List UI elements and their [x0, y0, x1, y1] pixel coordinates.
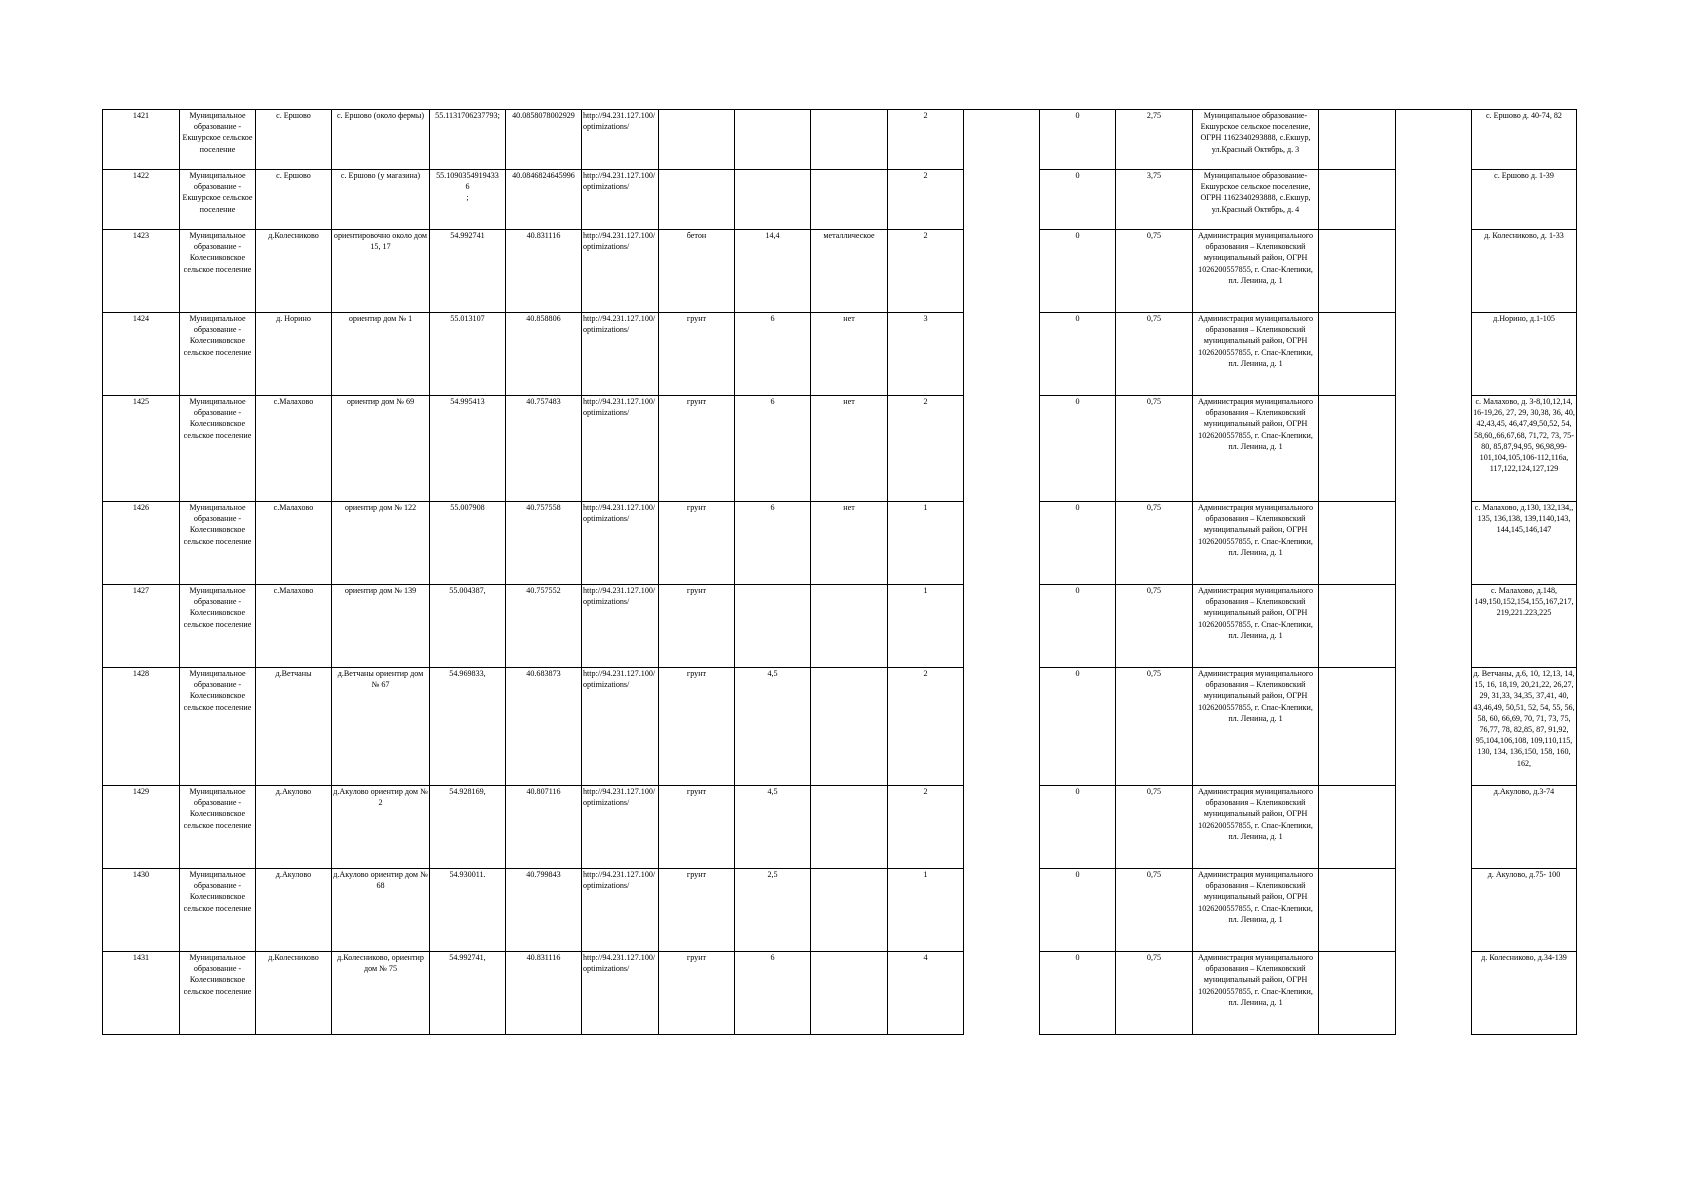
- holder-cell: Муниципальное образование-Екшурское сельское поселение, ОГРН 1162340293888, с.Екшур, ул.Красный Октябрь, д. 3: [1193, 110, 1319, 170]
- latitude-cell: 54.928169,: [430, 786, 506, 869]
- served-objects-cell: с. Малахово, д. 3-8,10,12,14, 16-19,26, 27, 29, 30,38, 36, 40, 42,43,45, 46,47,49,50,52, 54, 58,60,,66,67,68, 71,72, 73, 75-80, 85,87,94,95, 96,98,99-101,104,105,106-112,116а, 117,122,124,127,129: [1472, 396, 1577, 502]
- volume-cell: 0,75: [1116, 585, 1193, 668]
- containers-count-cell: 2: [888, 110, 964, 170]
- extra-cell: [1319, 110, 1396, 170]
- area-cell: 14,4: [735, 230, 811, 313]
- containers-planned-cell: 0: [1040, 230, 1116, 313]
- owner-type-cell: Муниципальное образование - Колесниковское сельское поселение: [180, 502, 256, 585]
- locality-cell: д. Норино: [256, 313, 332, 396]
- empty-cell: [964, 786, 1040, 869]
- longitude-cell: 40.0846824645996: [506, 170, 582, 230]
- map-link-cell: http://94.231.127.100/optimizations/: [582, 668, 659, 786]
- surface-cell: грунт: [659, 396, 735, 502]
- empty-cell: [964, 170, 1040, 230]
- row-number-cell: 1424: [103, 313, 180, 396]
- owner-type-cell: Муниципальное образование - Екшурское сельское поселение: [180, 170, 256, 230]
- containers-count-cell: 2: [888, 396, 964, 502]
- containers-planned-cell: 0: [1040, 502, 1116, 585]
- holder-cell: Администрация муниципального образования – Клепиковский муниципальный район, ОГРН 1026200557855, г. Спас-Клепики, пл. Ленина, д. 1: [1193, 585, 1319, 668]
- row-number-cell: 1431: [103, 952, 180, 1035]
- containers-planned-cell: 0: [1040, 786, 1116, 869]
- table-row: [103, 170, 1577, 230]
- row-number-cell: 1422: [103, 170, 180, 230]
- extra-cell: [1319, 313, 1396, 396]
- fence-cell: металлическое: [811, 230, 888, 313]
- table-row: [103, 396, 1577, 502]
- surface-cell: [659, 110, 735, 170]
- volume-cell: 0,75: [1116, 952, 1193, 1035]
- owner-type-cell: Муниципальное образование - Колесниковское сельское поселение: [180, 396, 256, 502]
- registry-table-body: [103, 110, 1577, 1035]
- latitude-cell: 55.1090354919433 6 ;: [430, 170, 506, 230]
- containers-count-cell: 3: [888, 313, 964, 396]
- fence-cell: [811, 170, 888, 230]
- served-objects-cell: д.Акулово, д.3-74: [1472, 786, 1577, 869]
- surface-cell: грунт: [659, 502, 735, 585]
- empty-cell: [1396, 110, 1472, 170]
- table-row: [103, 786, 1577, 869]
- extra-cell: [1319, 668, 1396, 786]
- holder-cell: Администрация муниципального образования – Клепиковский муниципальный район, ОГРН 1026200557855, г. Спас-Клепики, пл. Ленина, д. 1: [1193, 869, 1319, 952]
- fence-cell: [811, 110, 888, 170]
- map-link-cell: http://94.231.127.100/optimizations/: [582, 313, 659, 396]
- surface-cell: грунт: [659, 585, 735, 668]
- containers-count-cell: 2: [888, 786, 964, 869]
- locality-cell: с.Малахово: [256, 585, 332, 668]
- extra-cell: [1319, 230, 1396, 313]
- address-cell: ориентир дом № 69: [332, 396, 430, 502]
- fence-cell: [811, 869, 888, 952]
- empty-cell: [964, 585, 1040, 668]
- containers-count-cell: 2: [888, 668, 964, 786]
- empty-cell: [1396, 952, 1472, 1035]
- table-row: [103, 952, 1577, 1035]
- served-objects-cell: д. Колесниково, д.34-139: [1472, 952, 1577, 1035]
- containers-planned-cell: 0: [1040, 952, 1116, 1035]
- fence-cell: [811, 668, 888, 786]
- area-cell: [735, 110, 811, 170]
- empty-cell: [964, 230, 1040, 313]
- empty-cell: [1396, 502, 1472, 585]
- containers-count-cell: 1: [888, 502, 964, 585]
- longitude-cell: 40.0858078002929: [506, 110, 582, 170]
- volume-cell: 0,75: [1116, 313, 1193, 396]
- longitude-cell: 40.757552: [506, 585, 582, 668]
- volume-cell: 0,75: [1116, 869, 1193, 952]
- row-number-cell: 1426: [103, 502, 180, 585]
- map-link-cell: http://94.231.127.100/optimizations/: [582, 869, 659, 952]
- served-objects-cell: с. Ершово д. 40-74, 82: [1472, 110, 1577, 170]
- area-cell: 6: [735, 313, 811, 396]
- longitude-cell: 40.799843: [506, 869, 582, 952]
- surface-cell: грунт: [659, 952, 735, 1035]
- map-link-cell: http://94.231.127.100/optimizations/: [582, 396, 659, 502]
- locality-cell: д.Колесниково: [256, 952, 332, 1035]
- served-objects-cell: с. Малахово, д.148, 149,150,152,154,155,167,217, 219,221.223,225: [1472, 585, 1577, 668]
- owner-type-cell: Муниципальное образование - Колесниковское сельское поселение: [180, 313, 256, 396]
- table-row: [103, 110, 1577, 170]
- row-number-cell: 1421: [103, 110, 180, 170]
- locality-cell: с. Ершово: [256, 170, 332, 230]
- volume-cell: 0,75: [1116, 502, 1193, 585]
- holder-cell: Администрация муниципального образования – Клепиковский муниципальный район, ОГРН 1026200557855, г. Спас-Клепики, пл. Ленина, д. 1: [1193, 230, 1319, 313]
- table-row: [103, 230, 1577, 313]
- latitude-cell: 54.995413: [430, 396, 506, 502]
- containers-planned-cell: 0: [1040, 585, 1116, 668]
- latitude-cell: 55.004387,: [430, 585, 506, 668]
- fence-cell: нет: [811, 313, 888, 396]
- area-cell: 2,5: [735, 869, 811, 952]
- row-number-cell: 1425: [103, 396, 180, 502]
- map-link-cell: http://94.231.127.100/optimizations/: [582, 170, 659, 230]
- fence-cell: нет: [811, 396, 888, 502]
- volume-cell: 0,75: [1116, 396, 1193, 502]
- area-cell: 4,5: [735, 786, 811, 869]
- empty-cell: [964, 952, 1040, 1035]
- longitude-cell: 40.757483: [506, 396, 582, 502]
- row-number-cell: 1429: [103, 786, 180, 869]
- latitude-cell: 55.1131706237793;: [430, 110, 506, 170]
- surface-cell: [659, 170, 735, 230]
- area-cell: 4,5: [735, 668, 811, 786]
- containers-planned-cell: 0: [1040, 110, 1116, 170]
- served-objects-cell: д. Ветчаны, д.6, 10, 12,13, 14, 15, 16, 18,19, 20,21,22, 26,27, 29, 31,33, 34,35, 37,41, 40, 43,46,49, 50,51, 52, 54, 55, 56, 58, 60, 66,69, 70, 71, 73, 75, 76,77, 78, 82,85, 87, 91,92, 95,104,106,108, 109,110,115, 130, 134, 136,150, 158, 160, 162,: [1472, 668, 1577, 786]
- area-cell: 6: [735, 396, 811, 502]
- latitude-cell: 54.992741,: [430, 952, 506, 1035]
- locality-cell: д.Ветчаны: [256, 668, 332, 786]
- extra-cell: [1319, 502, 1396, 585]
- holder-cell: Администрация муниципального образования – Клепиковский муниципальный район, ОГРН 1026200557855, г. Спас-Клепики, пл. Ленина, д. 1: [1193, 668, 1319, 786]
- locality-cell: с.Малахово: [256, 502, 332, 585]
- latitude-cell: 54.969833,: [430, 668, 506, 786]
- table-row: [103, 869, 1577, 952]
- address-cell: д.Акулово ориентир дом № 68: [332, 869, 430, 952]
- containers-planned-cell: 0: [1040, 668, 1116, 786]
- volume-cell: 0,75: [1116, 230, 1193, 313]
- empty-cell: [1396, 668, 1472, 786]
- table-row: [103, 585, 1577, 668]
- volume-cell: 0,75: [1116, 786, 1193, 869]
- address-cell: с. Ершово (у магазина): [332, 170, 430, 230]
- served-objects-cell: д. Акулово, д.75- 100: [1472, 869, 1577, 952]
- served-objects-cell: с. Малахово, д.130, 132,134,, 135, 136,138, 139,1140,143, 144,145,146,147: [1472, 502, 1577, 585]
- empty-cell: [1396, 585, 1472, 668]
- extra-cell: [1319, 170, 1396, 230]
- area-cell: [735, 170, 811, 230]
- address-cell: ориентир дом № 139: [332, 585, 430, 668]
- map-link-cell: http://94.231.127.100/optimizations/: [582, 502, 659, 585]
- table-row: [103, 668, 1577, 786]
- owner-type-cell: Муниципальное образование - Колесниковское сельское поселение: [180, 668, 256, 786]
- holder-cell: Администрация муниципального образования – Клепиковский муниципальный район, ОГРН 1026200557855, г. Спас-Клепики, пл. Ленина, д. 1: [1193, 502, 1319, 585]
- longitude-cell: 40.683873: [506, 668, 582, 786]
- volume-cell: 0,75: [1116, 668, 1193, 786]
- latitude-cell: 54.992741: [430, 230, 506, 313]
- extra-cell: [1319, 786, 1396, 869]
- longitude-cell: 40.831116: [506, 230, 582, 313]
- holder-cell: Муниципальное образование-Екшурское сельское поселение, ОГРН 1162340293888, с.Екшур, ул.Красный Октябрь, д. 4: [1193, 170, 1319, 230]
- holder-cell: Администрация муниципального образования – Клепиковский муниципальный район, ОГРН 1026200557855, г. Спас-Клепики, пл. Ленина, д. 1: [1193, 396, 1319, 502]
- address-cell: д.Акулово ориентир дом № 2: [332, 786, 430, 869]
- row-number-cell: 1430: [103, 869, 180, 952]
- address-cell: ориентировочно около дом 15, 17: [332, 230, 430, 313]
- longitude-cell: 40.858806: [506, 313, 582, 396]
- empty-cell: [964, 502, 1040, 585]
- locality-cell: д.Акулово: [256, 786, 332, 869]
- surface-cell: грунт: [659, 786, 735, 869]
- address-cell: ориентир дом № 122: [332, 502, 430, 585]
- empty-cell: [1396, 170, 1472, 230]
- empty-cell: [964, 869, 1040, 952]
- table-row: [103, 313, 1577, 396]
- longitude-cell: 40.831116: [506, 952, 582, 1035]
- map-link-cell: http://94.231.127.100/optimizations/: [582, 786, 659, 869]
- empty-cell: [964, 668, 1040, 786]
- map-link-cell: http://94.231.127.100/optimizations/: [582, 585, 659, 668]
- locality-cell: с.Малахово: [256, 396, 332, 502]
- holder-cell: Администрация муниципального образования – Клепиковский муниципальный район, ОГРН 1026200557855, г. Спас-Клепики, пл. Ленина, д. 1: [1193, 952, 1319, 1035]
- owner-type-cell: Муниципальное образование - Колесниковское сельское поселение: [180, 585, 256, 668]
- empty-cell: [1396, 786, 1472, 869]
- owner-type-cell: Муниципальное образование - Колесниковское сельское поселение: [180, 786, 256, 869]
- extra-cell: [1319, 396, 1396, 502]
- fence-cell: нет: [811, 502, 888, 585]
- containers-count-cell: 1: [888, 585, 964, 668]
- served-objects-cell: д.Норино, д.1-105: [1472, 313, 1577, 396]
- empty-cell: [1396, 396, 1472, 502]
- volume-cell: 3,75: [1116, 170, 1193, 230]
- containers-planned-cell: 0: [1040, 313, 1116, 396]
- containers-planned-cell: 0: [1040, 869, 1116, 952]
- address-cell: д.Ветчаны ориентир дом № 67: [332, 668, 430, 786]
- holder-cell: Администрация муниципального образования – Клепиковский муниципальный район, ОГРН 1026200557855, г. Спас-Клепики, пл. Ленина, д. 1: [1193, 786, 1319, 869]
- empty-cell: [964, 313, 1040, 396]
- locality-cell: д.Акулово: [256, 869, 332, 952]
- empty-cell: [964, 110, 1040, 170]
- registry-table: [102, 109, 1577, 1035]
- map-link-cell: http://94.231.127.100/optimizations/: [582, 230, 659, 313]
- row-number-cell: 1427: [103, 585, 180, 668]
- extra-cell: [1319, 869, 1396, 952]
- map-link-cell: http://94.231.127.100/optimizations/: [582, 952, 659, 1035]
- empty-cell: [1396, 230, 1472, 313]
- fence-cell: [811, 585, 888, 668]
- extra-cell: [1319, 585, 1396, 668]
- surface-cell: грунт: [659, 668, 735, 786]
- area-cell: [735, 585, 811, 668]
- fence-cell: [811, 786, 888, 869]
- surface-cell: грунт: [659, 313, 735, 396]
- empty-cell: [1396, 869, 1472, 952]
- latitude-cell: 55.013107: [430, 313, 506, 396]
- surface-cell: грунт: [659, 869, 735, 952]
- containers-count-cell: 2: [888, 170, 964, 230]
- latitude-cell: 54.930011.: [430, 869, 506, 952]
- locality-cell: д.Колесниково: [256, 230, 332, 313]
- longitude-cell: 40.757558: [506, 502, 582, 585]
- owner-type-cell: Муниципальное образование - Колесниковское сельское поселение: [180, 869, 256, 952]
- area-cell: 6: [735, 952, 811, 1035]
- map-link-cell: http://94.231.127.100/optimizations/: [582, 110, 659, 170]
- locality-cell: с. Ершово: [256, 110, 332, 170]
- fence-cell: [811, 952, 888, 1035]
- served-objects-cell: с. Ершово д. 1-39: [1472, 170, 1577, 230]
- owner-type-cell: Муниципальное образование - Колесниковское сельское поселение: [180, 230, 256, 313]
- containers-count-cell: 2: [888, 230, 964, 313]
- row-number-cell: 1423: [103, 230, 180, 313]
- volume-cell: 2,75: [1116, 110, 1193, 170]
- area-cell: 6: [735, 502, 811, 585]
- table-row: [103, 502, 1577, 585]
- extra-cell: [1319, 952, 1396, 1035]
- surface-cell: бетон: [659, 230, 735, 313]
- served-objects-cell: д. Колесниково, д. 1-33: [1472, 230, 1577, 313]
- latitude-cell: 55.007908: [430, 502, 506, 585]
- owner-type-cell: Муниципальное образование - Екшурское сельское поселение: [180, 110, 256, 170]
- holder-cell: Администрация муниципального образования – Клепиковский муниципальный район, ОГРН 1026200557855, г. Спас-Клепики, пл. Ленина, д. 1: [1193, 313, 1319, 396]
- owner-type-cell: Муниципальное образование - Колесниковское сельское поселение: [180, 952, 256, 1035]
- containers-planned-cell: 0: [1040, 170, 1116, 230]
- address-cell: ориентир дом № 1: [332, 313, 430, 396]
- containers-count-cell: 4: [888, 952, 964, 1035]
- longitude-cell: 40.807116: [506, 786, 582, 869]
- row-number-cell: 1428: [103, 668, 180, 786]
- empty-cell: [964, 396, 1040, 502]
- empty-cell: [1396, 313, 1472, 396]
- containers-planned-cell: 0: [1040, 396, 1116, 502]
- containers-count-cell: 1: [888, 869, 964, 952]
- address-cell: д.Колесниково, ориентир дом № 75: [332, 952, 430, 1035]
- address-cell: с. Ершово (около фермы): [332, 110, 430, 170]
